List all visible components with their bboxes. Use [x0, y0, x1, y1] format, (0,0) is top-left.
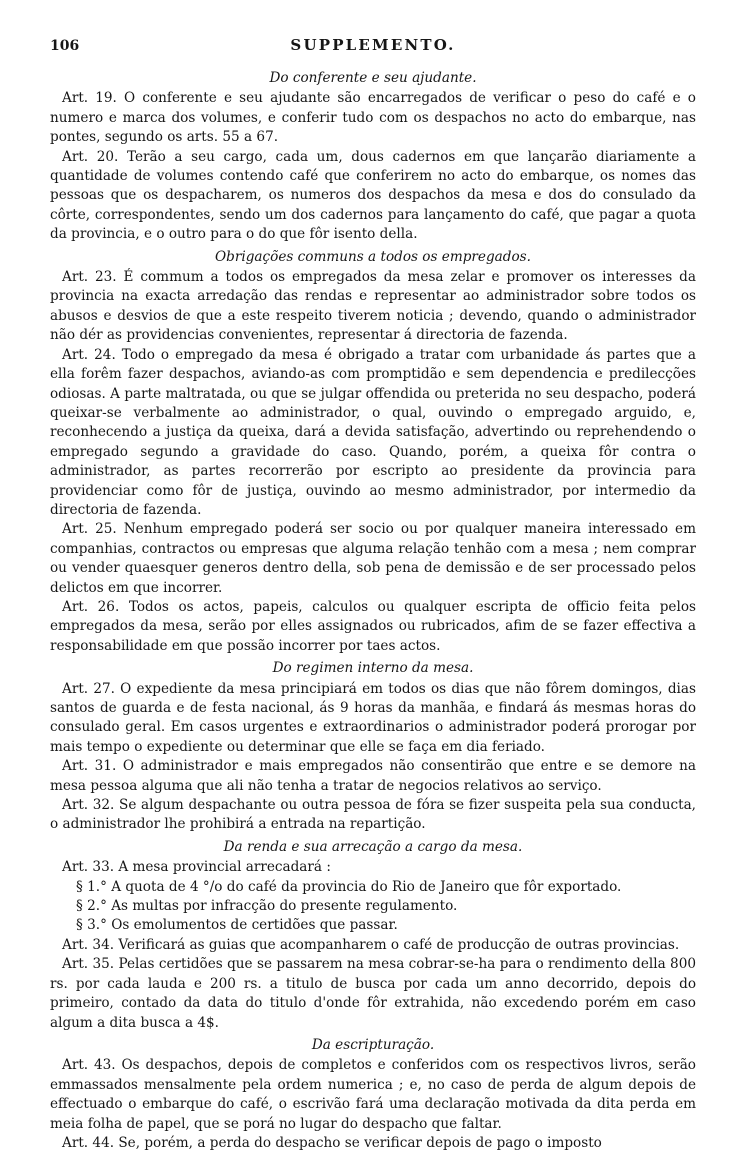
list-item: § 2.° As multas por infracção do presente regulamento.: [76, 898, 458, 915]
article-paragraph: Art. 32. Se algum despachante ou outra pessoa de fóra se fizer suspeita pela sua conducta, o administrador lhe prohibirá a entrada na repartição.: [50, 797, 696, 833]
section-heading: Do regimen interno da mesa.: [272, 660, 474, 677]
running-title: SUPPLEMENTO.: [290, 36, 456, 54]
article-paragraph: Art. 27. O expediente da mesa principiará em todos os dias que não fôrem domingos, dias santos de guarda e de festa nacional, ás 9 horas da manhãa, e findará ás mesmas horas do consulado geral. Em casos urgentes e extraordinarios o administrador poderá prorogar por mais tempo o expediente ou determinar que elle se faça em dia feriado.: [50, 680, 696, 755]
article-paragraph: Art. 24. Todo o empregado da mesa é obrigado a tratar com urbanidade ás partes que a ella forêm fazer despachos, aviando-as com promptidão e sem dependencia e predilecções odiosas. A parte maltratada, ou que se julgar offendida ou preterida no seu despacho, poderá queixar-se verbalmente ao administrador, o qual, ouvindo o empregado arguido, e, reconhecendo a justiça da queixa, dará a devida satisfação, advertindo ou reprehendendo o empregado segundo a gravidade do caso. Quando, porém, a queixa fôr contra o administrador, as partes recorrerão por escripto ao presidente da provincia para providenciar como fôr de justiça, ouvindo ao mesmo administrador, por intermedio da directoria de fazenda.: [50, 346, 696, 518]
list-item: § 3.° Os emolumentos de certidões que passar.: [76, 917, 398, 934]
article-paragraph: Art. 19. O conferente e seu ajudante são encarregados de verificar o peso do café e o numero e marca dos volumes, e conferir tudo com os despachos no acto do embarque, nas pontes, segundo os arts. 55 a 67.: [50, 90, 696, 146]
article-paragraph: Art. 33. A mesa provincial arrecadará :: [62, 859, 331, 876]
section-heading: Da renda e sua arrecação a cargo da mesa.: [223, 838, 523, 855]
section-heading: Do conferente e seu ajudante.: [269, 70, 477, 86]
article-paragraph: Art. 25. Nenhum empregado poderá ser socio ou por qualquer maneira interessado em companhias, contractos ou empresas que alguma relação tenhão com a mesa ; nem comprar ou vender quaesquer generos dentro della, sob pena de demissão e de ser processado pelos delictos em que incorrer.: [50, 521, 696, 596]
page-header: [50, 36, 696, 66]
article-paragraph: Art. 20. Terão a seu cargo, cada um, dous cadernos em que lançarão diariamente a quantidade de volumes contendo café que conferirem no acto do embarque, os nomes das pessoas que os despacharem, os numeros dos despachos da mesa e dos do consulado da côrte, correspondentes, sendo um dos cadernos para lançamento do café, que pagar a quota da provincia, e o outro para o do que fôr isento della.: [50, 148, 696, 243]
section-heading: Obrigações communs a todos os empregados.: [215, 248, 531, 265]
article-paragraph: Art. 31. O administrador e mais empregados não consentirão que entre e se demore na mesa pessoa alguma que ali não tenha a tratar de negocios relativos ao serviço.: [50, 758, 696, 794]
article-paragraph: Art. 26. Todos os actos, papeis, calculos ou qualquer escripta de officio feita pelos empregados da mesa, serão por elles assignados ou rubricados, afim de se fazer effectiva a responsabilidade em que possão incorrer por taes actos.: [50, 598, 696, 654]
page-number: 106: [50, 38, 80, 54]
article-paragraph: Art. 23. É commum a todos os empregados da mesa zelar e promover os interesses da provincia na exacta arredação das rendas e representar ao administrador sobre todos os abusos e desvios de que a este respeito tiverem noticia ; devendo, quando o administrador não dér as providencias convenientes, representar á directoria de fazenda.: [50, 269, 696, 344]
article-paragraph: Art. 35. Pelas certidões que se passarem na mesa cobrar-se-ha para o rendimento della 800 rs. por cada lauda e 200 rs. a titulo de busca por cada um anno decorrido, depois do primeiro, contado da data do titulo d'onde fôr extrahida, não excedendo porém em caso algum a dita busca a 4$.: [50, 956, 696, 1031]
section-heading: Da escripturação.: [311, 1036, 435, 1053]
article-paragraph: Art. 34. Verificará as guias que acompanharem o café de producção de outras provincias.: [62, 936, 680, 953]
article-paragraph: Art. 43. Os despachos, depois de completos e conferidos com os respectivos livros, serão emmassados mensalmente pela ordem numerica ; e, no caso de perda de algum depois de effectuado o embarque do café, o escrivão fará uma declaração motivada da dita perda em meia folha de papel, que se porá no lugar do despacho que faltar.: [50, 1057, 696, 1132]
list-item: § 1.° A quota de 4 °/o do café da provincia do Rio de Janeiro que fôr exportado.: [76, 878, 622, 895]
article-paragraph: Art. 44. Se, porém, a perda do despacho se verificar depois de pago o imposto: [62, 1134, 602, 1151]
